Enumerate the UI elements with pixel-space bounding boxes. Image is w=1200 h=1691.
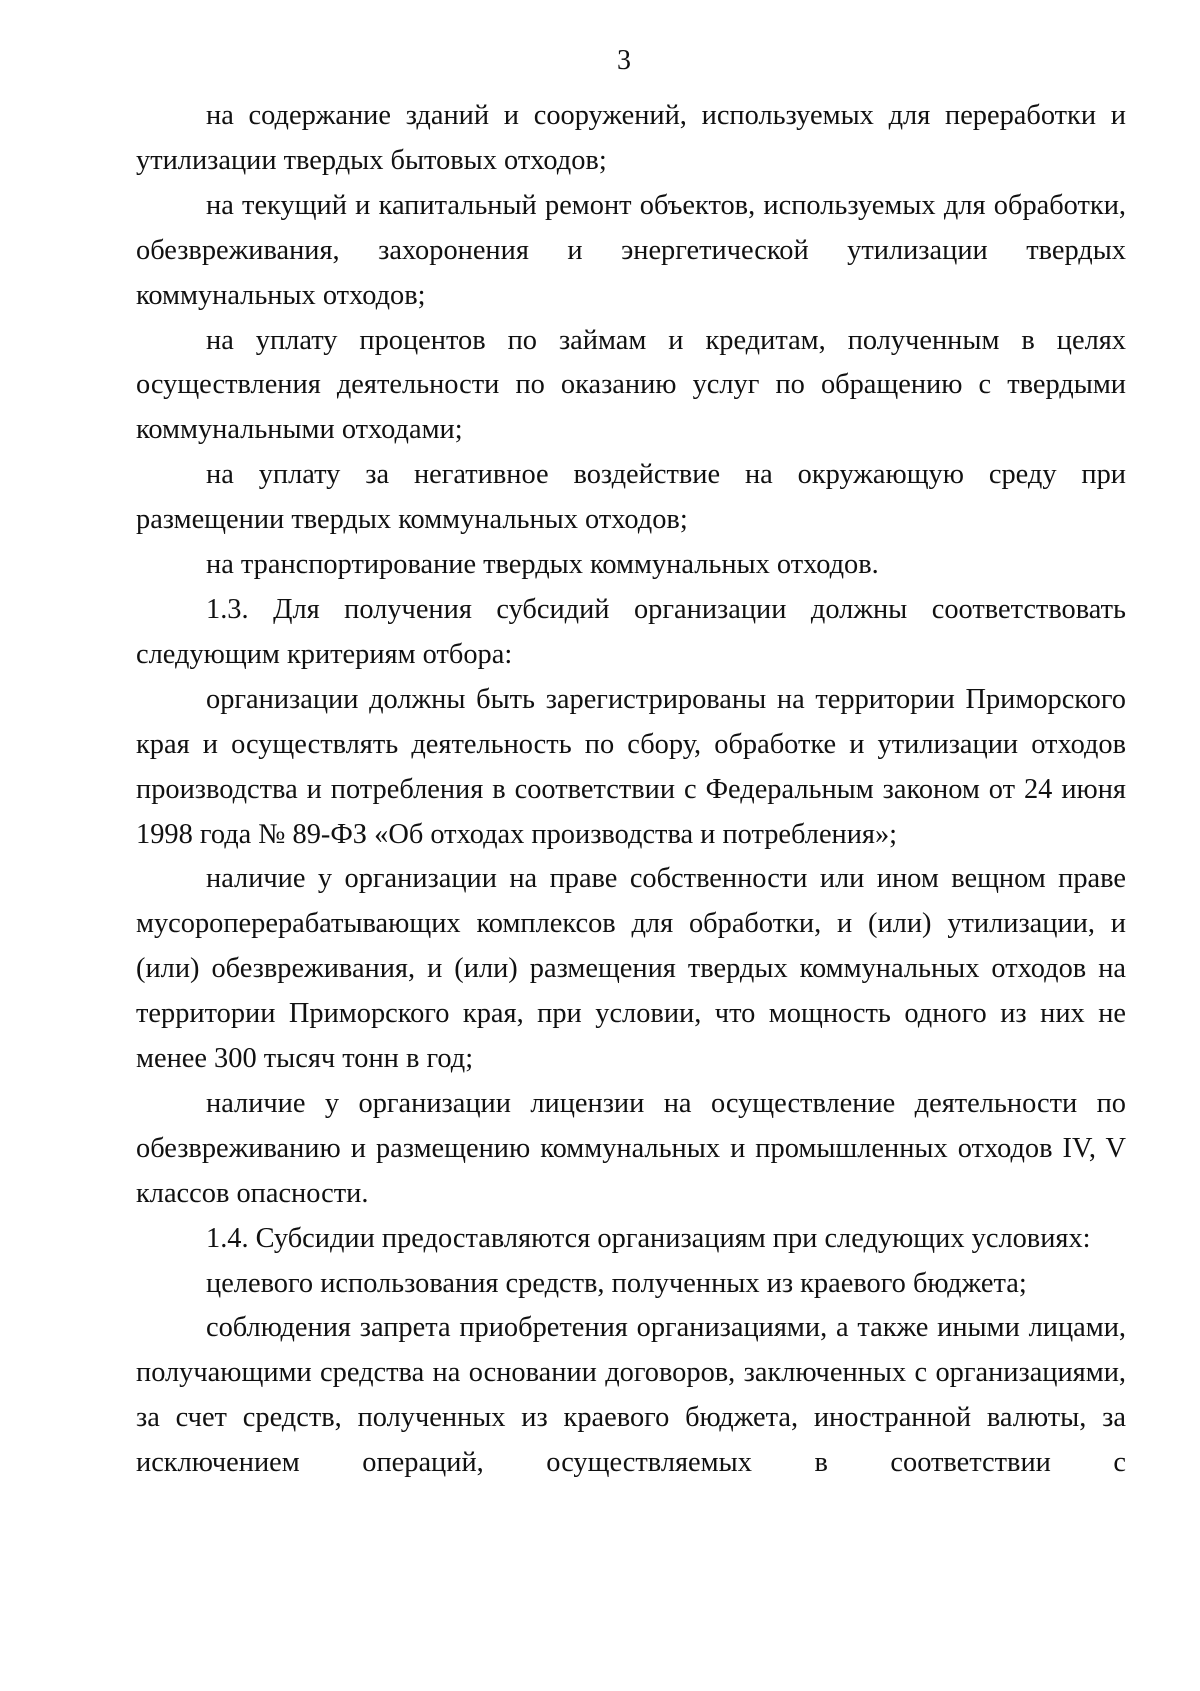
paragraph-5: на транспортирование твердых коммунальных отходов. — [206, 549, 879, 581]
paragraph-10: 1.4. Субсидии предоставляются организациям при следующих условиях: — [206, 1222, 1091, 1254]
document-body — [136, 94, 1126, 1486]
paragraph-3: на уплату процентов по займам и кредитам, полученным в целях осуществления деятельности по оказанию услуг по обращению с твердыми коммунальными отходами; — [136, 324, 1126, 446]
page-number: 3 — [617, 45, 631, 76]
paragraph-8: наличие у организации на праве собственности или ином вещном праве мусороперерабатывающих комплексов для обработки, и (или) утилизации, и (или) обезвреживания, и (или) размещения твердых коммунальных отходов на территории Приморского края, при условии, что мощность одного из них не менее 300 тысяч тонн в год; — [136, 863, 1126, 1075]
paragraph-11: целевого использования средств, полученных из краевого бюджета; — [206, 1267, 1027, 1299]
paragraph-9: наличие у организации лицензии на осуществление деятельности по обезвреживанию и размещению коммунальных и промышленных отходов IV, V классов опасности. — [136, 1087, 1126, 1209]
paragraph-7: организации должны быть зарегистрированы на территории Приморского края и осуществлять деятельность по сбору, обработке и утилизации отходов производства и потребления в соответствии с Федеральным законом от 24 июня 1998 года № 89-ФЗ «Об отходах производства и потребления»; — [136, 683, 1126, 850]
paragraph-4: на уплату за негативное воздействие на окружающую среду при размещении твердых коммунальных отходов; — [136, 459, 1126, 536]
paragraph-12: соблюдения запрета приобретения организациями, а также иными лицами, получающими средства на основании договоров, заключенных с организациями, за счет средств, полученных из краевого бюджета, иностранной валюты, за исключением операций, осуществляемых в соответствии с — [136, 1312, 1126, 1479]
paragraph-1: на содержание зданий и сооружений, используемых для переработки и утилизации твердых бытовых отходов; — [136, 100, 1126, 176]
paragraph-6: 1.3. Для получения субсидий организации должны соответствовать следующим критериям отбора: — [136, 593, 1126, 670]
paragraph-2: на текущий и капитальный ремонт объектов, используемых для обработки, обезвреживания, захоронения и энергетической утилизации твердых коммунальных отходов; — [136, 189, 1126, 311]
